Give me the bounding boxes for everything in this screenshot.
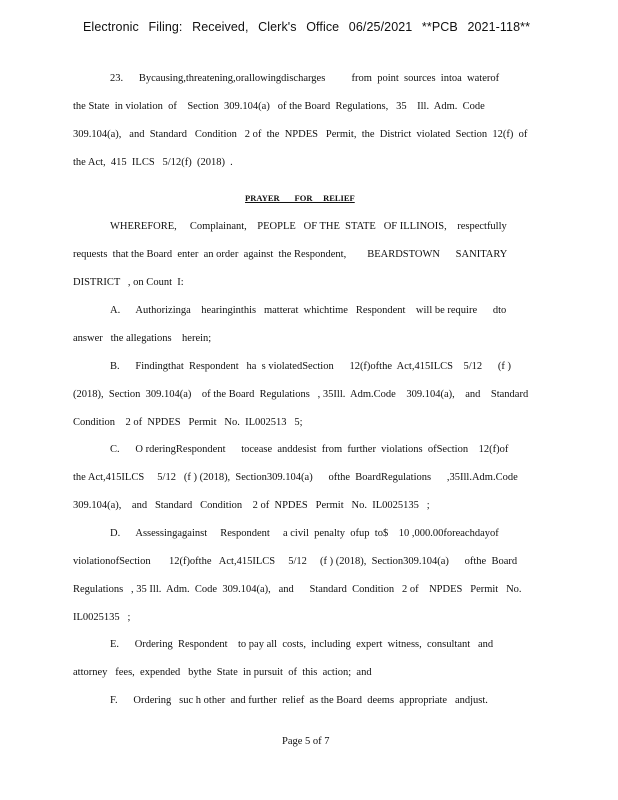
- item-e-line-2: attorney fees, expended bythe State in pursuit of this action; and: [73, 667, 372, 678]
- para23-line-3: 309.104(a), and Standard Condition 2 of the NPDES Permit, the District violated Section 12(f) of: [73, 129, 528, 140]
- item-b-line-3: Condition 2 of NPDES Permit No. IL002513 5;: [73, 417, 303, 428]
- item-c-line-3: 309.104(a), and Standard Condition 2 of NPDES Permit No. IL0025135 ;: [73, 500, 430, 511]
- item-f-line-1: F. Ordering suc h other and further relief as the Board deems appropriate andjust.: [110, 695, 488, 706]
- item-d-line-1: D. Assessingagainst Respondent a civil penalty ofup to$ 10 ,000.00foreachdayof: [110, 528, 499, 539]
- item-b-line-1: B. Findingthat Respondent ha s violatedSection 12(f)ofthe Act,415ILCS 5/12 (f ): [110, 361, 511, 372]
- item-d-line-4: IL0025135 ;: [73, 612, 131, 623]
- page-number: Page 5 of 7: [282, 736, 330, 747]
- item-d-line-2: violationofSection 12(f)ofthe Act,415ILCS 5/12 (f ) (2018), Section309.104(a) ofthe Board: [73, 556, 518, 567]
- item-c-line-1: C. O rderingRespondent tocease anddesist from further violations ofSection 12(f)of: [110, 444, 509, 455]
- wherefore-line-2: requests that the Board enter an order against the Respondent, BEARDSTOWN SANITARY: [73, 249, 508, 260]
- wherefore-line-3: DISTRICT , on Count I:: [73, 277, 184, 288]
- wherefore-line-1: WHEREFORE, Complainant, PEOPLE OF THE STATE OF ILLINOIS, respectfully: [110, 221, 507, 232]
- prayer-for-relief-heading: PRAYER FOR RELIEF: [245, 193, 355, 203]
- para23-line-2: the State in violation of Section 309.104(a) of the Board Regulations, 35 Ill. Adm. Code: [73, 101, 485, 112]
- para23-line-1: 23. Bycausing,threatening,orallowingdischarges from point sources intoa waterof: [110, 73, 500, 84]
- filing-stamp-header: Electronic Filing: Received, Clerk's Office 06/25/2021 **PCB 2021-118**: [83, 20, 531, 34]
- item-a-line-1: A. Authorizinga hearinginthis matterat whichtime Respondent will be require dto: [110, 305, 507, 316]
- item-e-line-1: E. Ordering Respondent to pay all costs, including expert witness, consultant and: [110, 639, 494, 650]
- para23-line-4: the Act, 415 ILCS 5/12(f) (2018) .: [73, 157, 233, 168]
- item-a-line-2: answer the allegations herein;: [73, 333, 212, 344]
- item-d-line-3: Regulations , 35 Ill. Adm. Code 309.104(a), and Standard Condition 2 of NPDES Permit No.: [73, 584, 522, 595]
- item-c-line-2: the Act,415ILCS 5/12 (f ) (2018), Section309.104(a) ofthe BoardRegulations ,35Ill.Adm.Code: [73, 472, 518, 483]
- item-b-line-2: (2018), Section 309.104(a) of the Board Regulations , 35Ill. Adm.Code 309.104(a), and Standard: [73, 389, 529, 400]
